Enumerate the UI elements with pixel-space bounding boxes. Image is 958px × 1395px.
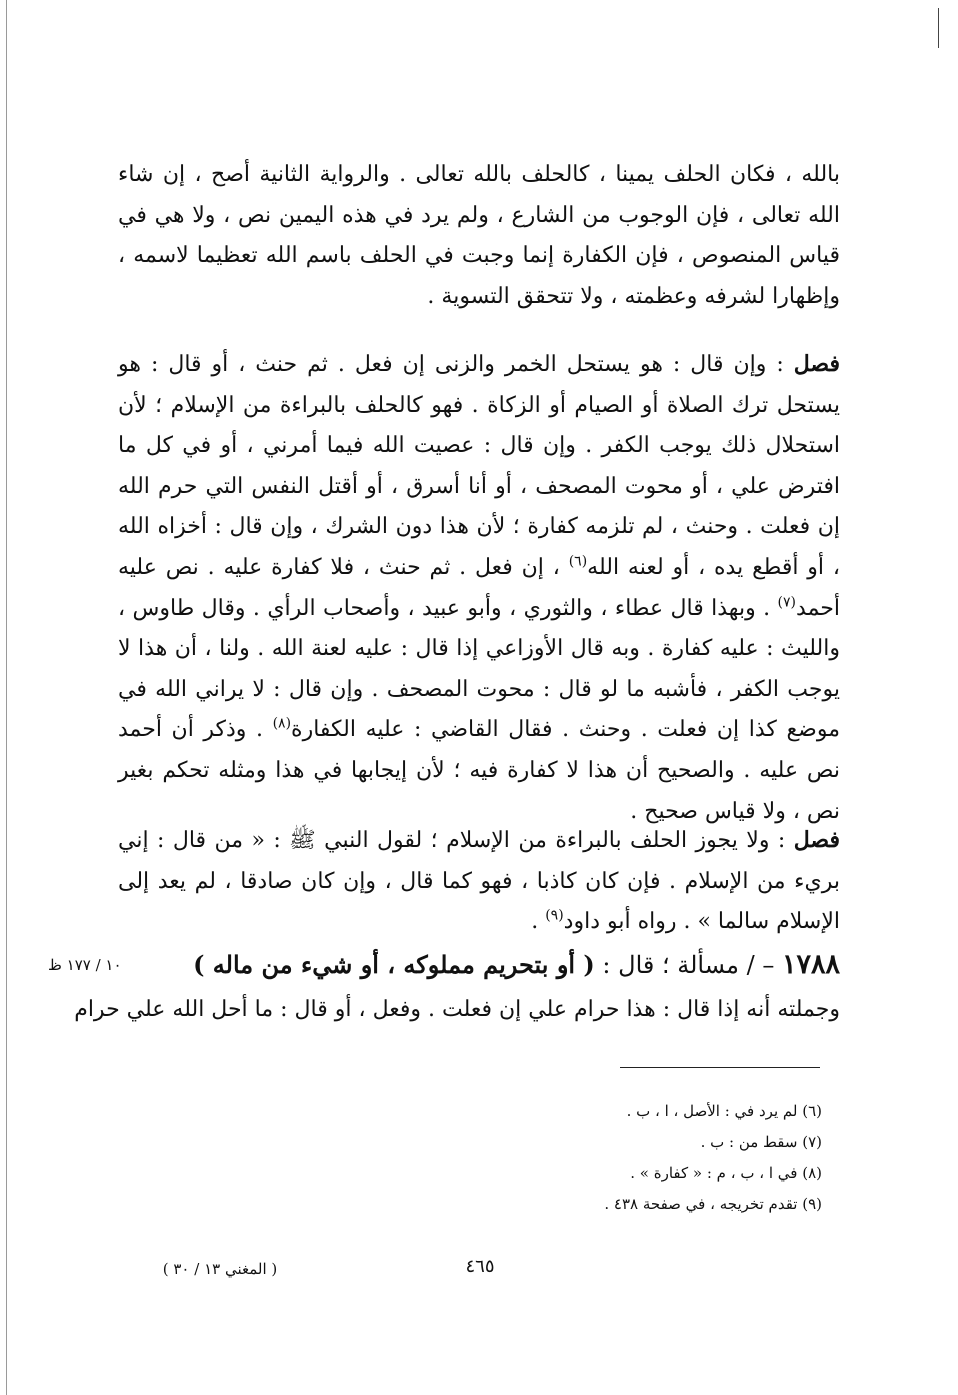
section-label: فصل (793, 351, 840, 377)
paragraph-2-part-2: ، إن فعل . ثم حنث ، فلا كفارة عليه . نص عليه أحمد (118, 554, 840, 621)
issue-title: ( أو بتحريم مملوكه ، أو شيء من ماله ) (193, 950, 595, 979)
footnote-ref-6: (٦) (568, 553, 588, 570)
paragraph-3 (118, 798, 840, 965)
page-edge-mark (938, 8, 939, 48)
footnotes (560, 1096, 822, 1220)
footnote-ref-9: (٩) (545, 907, 564, 924)
footnote-ref-8: (٨) (272, 716, 292, 733)
issue-dash: – / (739, 951, 782, 979)
paragraph-3-part-2: . (531, 909, 546, 935)
margin-manuscript-ref: ١٠ / ١٧٧ ظ (48, 956, 122, 974)
paragraph-2-part-1: : وإن قال : هو يستحل الخمر والزنى إن فعل . ثم حنث ، أو قال : هو يستحل ترك الصلاة أو الصيام أو الزكاة . فهو كالحلف بالبراءة من الإسلام ؛ لأن استحلال ذلك يوجب الكفر . وإن قال : عصيت الله فيما أمرني ، أو في كل ما افترض علي ، أو محوت المصحف ، أو أنا أسرق ، أو أقتل النفس التي حرم الله إن فعلت . وحنث ، لم تلزمه كفارة ؛ لأن هذا دون الشرك ، وإن قال : أخزاه الله ، أو أقطع يده ، أو لعنه الله (118, 352, 840, 580)
footnote-ref-7: (٧) (777, 594, 797, 611)
page-number: ٤٦٥ (465, 1256, 495, 1277)
paragraph-3-text (118, 820, 840, 943)
paragraph-2-part-3: . وبهذا قال عطاء ، والثوري ، وأبو عبيد ، وأصحاب الرأي . وقال طاوس ، والليث : عليه كفارة . وبه قال الأوزاعي إذا قال : عليه لعنة الله . ولنا ، أن هذا لا يوجب الكفر ، فأشبه ما لو قال : محوت المصحف . وإن قال : لا يراني الله في موضع كذا إن فعلت . وحنث . فقال القاضي : عليه الكفارة (118, 595, 840, 743)
footnote-7: (٧) سقط من : ب . (700, 1133, 822, 1151)
paragraph-3-part-1: : ولا يجوز الحلف بالبراءة من الإسلام ؛ لقول النبي ﷺ : « من قال : إني بريء من الإسلام . فإن كان كاذبا ، فهو كما قال ، وإن كان صادقا ، لم يعد إلى الإسلام سالما » . رواه أبو داود (118, 828, 840, 935)
issue-intro: مسألة ؛ قال : (594, 951, 739, 979)
paragraph-2 (118, 322, 840, 854)
paragraph-1 (118, 133, 840, 339)
paragraph-2-part-4: . وذكر أن أحمد نص عليه . والصحيح أن هذا لا كفارة فيه ؛ لأن إيجابها في هذا ومثله تحكم بغير نص ، ولا قياس صحيح . (118, 717, 840, 824)
footnote-8: (٨) في ا ، ب ، م : « كفارة » . (630, 1164, 822, 1182)
footnote-6: (٦) لم يرد في : الأصل ، ا ، ب . (626, 1102, 822, 1120)
issue-heading (118, 945, 840, 985)
volume-reference: ( المغني ١٣ / ٣٠ ) (162, 1260, 278, 1278)
paragraph-1-text: بالله ، فكان الحلف يمينا ، كالحلف بالله تعالى . والرواية الثانية أصح ، إن شاء الله تعالى ، فإن الوجوب من الشارع ، ولم يرد في هذه اليمين نص ، ولا هي في قياس المنصوص ، فإن الكفارة إنما وجبت في الحلف باسم الله تعظيما لاسمه ، وإظهارا لشرفه وعظمته ، ولا تتحقق التسوية . (118, 162, 840, 309)
footnote-9: (٩) تقدم تخريجه ، في صفحة ٤٣٨ . (604, 1195, 822, 1213)
issue-number: ١٧٨٨ (781, 949, 840, 980)
section-label: فصل (793, 827, 840, 853)
issue-body-first-line: وجملته أنه إذا قال : هذا حرام علي إن فعلت . وفعل ، أو قال : ما أحل الله علي حرام (74, 997, 840, 1022)
page-edge-line (6, 0, 7, 1395)
paragraph-2-text (118, 344, 840, 832)
footnote-separator (620, 1067, 820, 1068)
